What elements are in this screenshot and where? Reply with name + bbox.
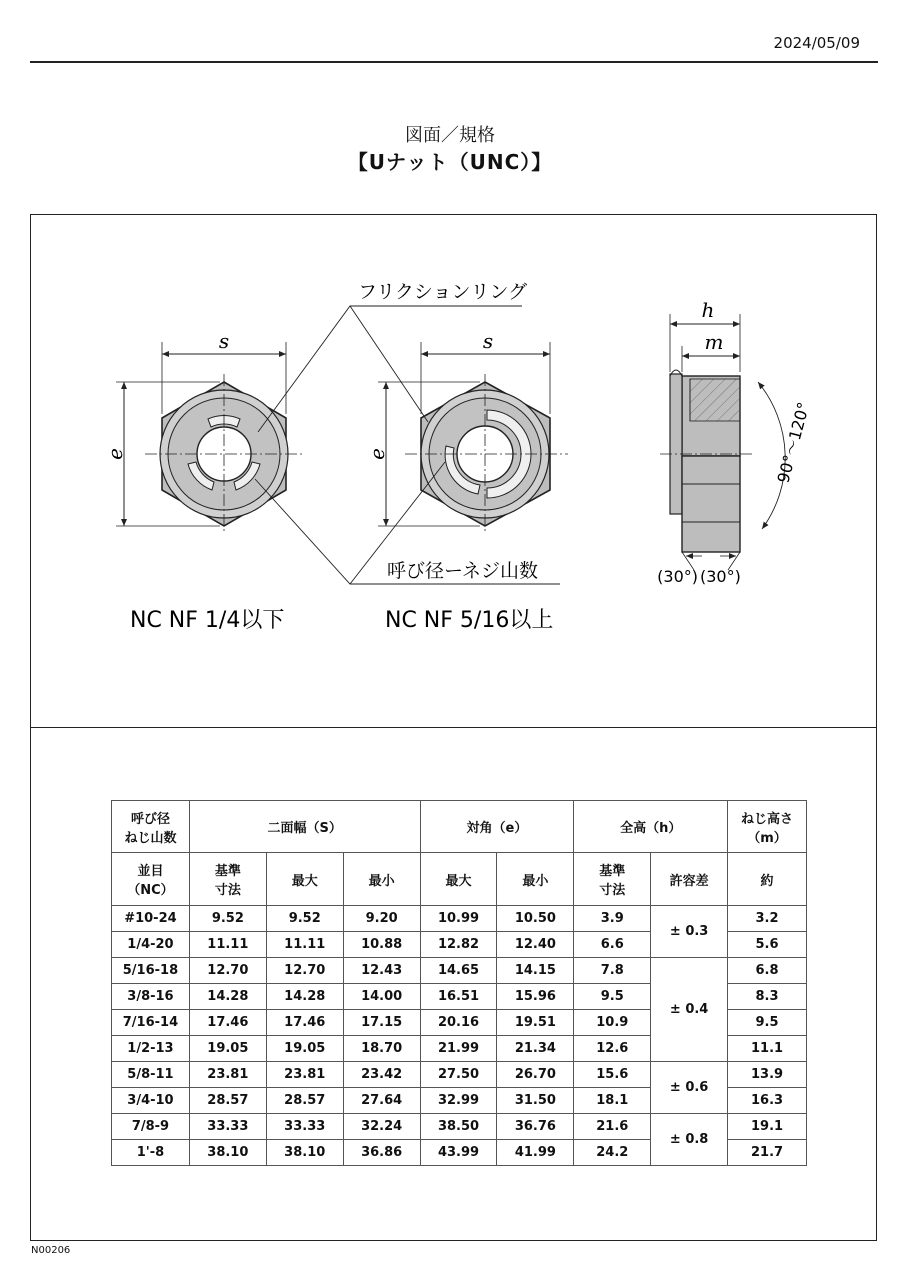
table-cell: 31.50 [497,1088,574,1114]
table-cell: 27.50 [420,1062,497,1088]
product-title: 【Uナット（UNC）】 [347,150,553,174]
table-row [112,1114,807,1140]
table-cell: 14.15 [497,958,574,984]
table-cell: 21.34 [497,1036,574,1062]
tolerance-cell: ± 0.6 [651,1062,728,1114]
table-cell: 17.15 [343,1010,420,1036]
label-friction-ring: フリクションリング [358,281,528,303]
table-cell: 9.20 [343,906,420,932]
table-cell: 33.33 [266,1114,343,1140]
table-cell: 3.9 [574,906,651,932]
subheader-coarse: 並目 （NC） [112,853,190,906]
table-cell: 9.52 [189,906,266,932]
tolerance-cell: ± 0.4 [651,958,728,1062]
table-cell: 14.00 [343,984,420,1010]
table-cell: 5/16-18 [112,958,190,984]
table-cell: #10-24 [112,906,190,932]
table-row [112,958,807,984]
table-cell: 21.99 [420,1036,497,1062]
table-cell: 12.70 [266,958,343,984]
label-angle-left: (30°) [657,567,698,586]
table-cell: 36.86 [343,1140,420,1166]
table-cell: 5/8-11 [112,1062,190,1088]
nut-side-view [660,370,755,552]
header-diagonal: 対角（e） [420,801,574,853]
table-cell: 7/16-14 [112,1010,190,1036]
table-cell: 1/4-20 [112,932,190,958]
label-e-left: e [103,448,127,460]
m-dimension [682,330,740,372]
table-cell: 12.6 [574,1036,651,1062]
table-cell: 3.2 [728,906,807,932]
table-cell: 7/8-9 [112,1114,190,1140]
table-cell: 18.1 [574,1088,651,1114]
tolerance-cell: ± 0.3 [651,906,728,958]
subheader-s-basic: 基準 寸法 [189,853,266,906]
table-cell: 19.05 [266,1036,343,1062]
caption-left: NC NF 1/4以下 [130,608,285,633]
table-cell: 38.10 [189,1140,266,1166]
table-cell: 12.40 [497,932,574,958]
table-cell: 23.81 [189,1062,266,1088]
angle-dimension [758,382,813,529]
table-cell: 10.50 [497,906,574,932]
subheader-h-tol: 許容差 [651,853,728,906]
table-cell: 38.50 [420,1114,497,1140]
table-cell: 32.99 [420,1088,497,1114]
table-cell: 12.43 [343,958,420,984]
table-cell: 21.6 [574,1114,651,1140]
table-cell: 16.3 [728,1088,807,1114]
table-cell: 15.6 [574,1062,651,1088]
table-cell: 7.8 [574,958,651,984]
table-cell: 14.28 [266,984,343,1010]
table-cell: 33.33 [189,1114,266,1140]
table-cell: 41.99 [497,1140,574,1166]
label-nominal-pitch: 呼び径ーネジ山数 [387,560,539,582]
table-cell: 43.99 [420,1140,497,1166]
table-cell: 27.64 [343,1088,420,1114]
label-h: h [701,298,715,322]
table-cell: 12.70 [189,958,266,984]
subheader-e-min: 最小 [497,853,574,906]
label-m: m [704,330,724,354]
table-cell: 28.57 [189,1088,266,1114]
table-cell: 19.1 [728,1114,807,1140]
table-cell: 23.42 [343,1062,420,1088]
subheader-e-max: 最大 [420,853,497,906]
table-cell: 28.57 [266,1088,343,1114]
table-cell: 15.96 [497,984,574,1010]
document-date: 2024/05/09 [773,34,860,52]
subheader-s-min: 最小 [343,853,420,906]
tolerance-cell: ± 0.8 [651,1114,728,1166]
label-e-right: e [365,448,389,460]
header-height: 全高（h） [574,801,728,853]
subheader-s-max: 最大 [266,853,343,906]
table-cell: 6.8 [728,958,807,984]
table-cell: 3/4-10 [112,1088,190,1114]
label-angle-right: (30°) [700,567,741,586]
table-cell: 10.99 [420,906,497,932]
label-s-right: s [482,329,494,353]
table-cell: 10.9 [574,1010,651,1036]
table-cell: 14.28 [189,984,266,1010]
subheader-m-approx: 約 [728,853,807,906]
table-cell: 10.88 [343,932,420,958]
table-cell: 32.24 [343,1114,420,1140]
table-cell: 14.65 [420,958,497,984]
nut-front-view-large [405,374,568,534]
technical-drawing [30,214,877,726]
table-cell: 1/2-13 [112,1036,190,1062]
table-cell: 3/8-16 [112,984,190,1010]
subheader-h-basic: 基準 寸法 [574,853,651,906]
table-header-row-1 [112,801,807,853]
header-width: 二面幅（S） [189,801,420,853]
table-cell: 36.76 [497,1114,574,1140]
table-cell: 9.52 [266,906,343,932]
table-cell: 24.2 [574,1140,651,1166]
table-row [112,906,807,932]
table-cell: 11.1 [728,1036,807,1062]
table-header-row-2 [112,853,807,906]
caption-right: NC NF 5/16以上 [385,608,554,633]
table-cell: 8.3 [728,984,807,1010]
table-cell: 13.9 [728,1062,807,1088]
table-cell: 9.5 [728,1010,807,1036]
table-cell: 11.11 [266,932,343,958]
table-cell: 11.11 [189,932,266,958]
table-cell: 38.10 [266,1140,343,1166]
table-cell: 23.81 [266,1062,343,1088]
table-cell: 21.7 [728,1140,807,1166]
table-body [112,906,807,1166]
table-cell: 18.70 [343,1036,420,1062]
spec-table [111,800,807,1166]
frame-divider [30,727,877,728]
table-cell: 6.6 [574,932,651,958]
header-nominal: 呼び径 ねじ山数 [112,801,190,853]
table-cell: 17.46 [189,1010,266,1036]
header-thread-height: ねじ高さ （m） [728,801,807,853]
document-code: N00206 [31,1245,71,1256]
nut-front-view-small [145,374,305,534]
table-cell: 17.46 [266,1010,343,1036]
header-rule [30,61,878,63]
table-cell: 9.5 [574,984,651,1010]
table-cell: 16.51 [420,984,497,1010]
table-row [112,1062,807,1088]
table-cell: 26.70 [497,1062,574,1088]
page-title: 図面／規格 [405,125,495,146]
table-cell: 5.6 [728,932,807,958]
table-cell: 19.05 [189,1036,266,1062]
table-cell: 20.16 [420,1010,497,1036]
table-cell: 19.51 [497,1010,574,1036]
label-angle-range: 90°〜120° [773,400,814,486]
table-cell: 12.82 [420,932,497,958]
table-cell: 1'-8 [112,1140,190,1166]
label-s-left: s [218,329,230,353]
